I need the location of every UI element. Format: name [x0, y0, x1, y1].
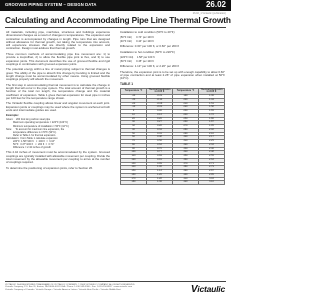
expansion-cell: 2.10: [199, 132, 225, 136]
temperature-cell: 280: [173, 128, 199, 132]
temperature-cell: 130: [121, 162, 147, 166]
expansion-cell: 0.56: [147, 140, 173, 144]
temperature-cell: 40: [121, 128, 147, 132]
header-bar: [0, 0, 231, 11]
expansion-cell: 0.20: [147, 117, 173, 121]
temperature-cell: 20: [121, 117, 147, 121]
temperature-cell: 290: [173, 132, 199, 136]
left-column: [6, 31, 110, 172]
expansion-cell: 1.95: [199, 125, 225, 129]
expansion-cell: 3.03: [199, 177, 225, 181]
doc-number: 26.02: [205, 0, 226, 9]
expansion-cell: 2.40: [199, 147, 225, 151]
hot-install-difference: Difference: 1.13" per 100 ft, or 2.26" per 200 ft: [120, 64, 180, 69]
temperature-cell: 370: [173, 162, 199, 166]
expansion-cell: 1.20: [147, 173, 173, 177]
section-label: GROOVED PIPING SYSTEM – DESIGN DATA: [5, 2, 97, 7]
paragraph-calculation: The first step in accommodating thermal movement is to calculate the change in length that will occur in the pipe system. The total amount of thermal growth is a function of the total run length, the temperature change and the material coefficient of expansion. Table 1 gives thermal expansion for steel pipe in inches per 100 feet for the temperature range shown.: [6, 82, 110, 100]
expansion-cell: 0.99: [147, 162, 173, 166]
temperature-cell: 340: [173, 151, 199, 155]
expansion-cell: -0.01: [147, 106, 173, 110]
temperature-cell: 330: [173, 147, 199, 151]
expansion-cell: 2.48: [199, 151, 225, 155]
thermal-expansion-table: [120, 88, 225, 186]
temperature-cell: 120: [121, 158, 147, 162]
expansion-cell: 1.51: [199, 102, 225, 106]
expansion-note: Therefore, the expansion joint is to be set up with enough capability to allow 0.60" of pipe contraction and at least 2.26" of pipe expansion when installed at 50°F (10°C).: [120, 69, 225, 81]
paragraph-couplings: The Victaulic flexible coupling allows linear and angular movement at each joint. Expansion joints or couplings may be used where the system is anchored at both ends and intermediate guides are used.: [6, 101, 110, 112]
expansion-cell: 1.58: [199, 106, 225, 110]
right-column: [120, 31, 225, 185]
table-row: [121, 181, 225, 185]
expansion-cell: 2.63: [199, 158, 225, 162]
expansion-cell: 0.91: [147, 158, 173, 162]
temperature-cell: 360: [173, 158, 199, 162]
expansion-cell: 0.70: [147, 147, 173, 151]
expansion-cell: 2.87: [199, 170, 225, 174]
expansion-cell: 2.71: [199, 162, 225, 166]
expansion-cell: 1.28: [147, 177, 173, 181]
expansion-cell: 0.63: [147, 143, 173, 147]
temperature-cell: 240: [173, 113, 199, 117]
temperature-cell: 400: [173, 173, 199, 177]
expansion-cell: 1.36: [147, 181, 173, 185]
footer-divider: [5, 281, 226, 282]
temperature-cell: 170: [121, 177, 147, 181]
temperature-cell: 380: [173, 166, 199, 170]
expansion-cell: 1.36: [199, 95, 225, 99]
expansion-cell: 1.80: [199, 117, 225, 121]
temperature-cell: 270: [173, 125, 199, 129]
hot-install-values: (220°F Ckt) 1.58" per 100 ft (60°F Ckt) 0.45" per 100 ft: [120, 56, 155, 63]
page-title: Calculating and Accommodating Pipe Line Thermal Growth: [5, 15, 231, 25]
expansion-cell: 1.72: [199, 113, 225, 117]
temperature-cell: 0: [121, 110, 147, 114]
expansion-cell: 1.65: [199, 110, 225, 114]
expansion-cell: 1.44: [199, 98, 225, 102]
temperature-cell: 220: [173, 106, 199, 110]
temperature-cell: 390: [173, 170, 199, 174]
header-expansion-2: Thermal Expansion in./100 ft: [200, 87, 223, 94]
title-divider: [5, 27, 226, 28]
temperature-cell: 420: [173, 181, 199, 185]
temperature-cell: 60: [121, 136, 147, 140]
temperature-cell: 210: [173, 102, 199, 106]
temperature-cell: 190: [173, 95, 199, 99]
expansion-cell: -0.08: [147, 102, 173, 106]
temperature-cell: 180: [121, 181, 147, 185]
temperature-cell: 300: [173, 136, 199, 140]
expansion-cell: 2.17: [199, 136, 225, 140]
temperature-cell: 260: [173, 121, 199, 125]
cold-install-values: (50°F Ckt) 0.74" per 100 ft (40°F Ckt) 0.44" per 100 ft: [120, 36, 154, 43]
temperature-cell: 150: [121, 170, 147, 174]
table-title: TABLE 1: [120, 82, 134, 87]
expansion-cell: 1.13: [147, 170, 173, 174]
temperature-cell: 50: [121, 132, 147, 136]
header-temp-1: Temperature °F: [121, 88, 147, 95]
expansion-cell: -0.14: [147, 98, 173, 102]
expansion-cell: 2.25: [199, 140, 225, 144]
example-label: Example:: [6, 113, 19, 118]
temperature-cell: 410: [173, 177, 199, 181]
temperature-cell: -30: [121, 98, 147, 102]
temperature-cell: 30: [121, 121, 147, 125]
temperature-cell: -20: [121, 102, 147, 106]
temperature-cell: 100: [121, 151, 147, 155]
temperature-cell: 140: [121, 166, 147, 170]
temperature-cell: 110: [121, 155, 147, 159]
logo-wordmark: ictaulic: [197, 284, 225, 294]
temperature-cell: 70: [121, 140, 147, 144]
expansion-cell: 0.84: [147, 155, 173, 159]
expansion-cell: 2.95: [199, 173, 225, 177]
header-temp-2: Temperature °F: [173, 88, 199, 95]
temperature-cell: 250: [173, 117, 199, 121]
footer: [5, 281, 226, 297]
temperature-cell: 230: [173, 110, 199, 114]
expansion-cell: 1.06: [147, 166, 173, 170]
example-block: Given: 200 foot long carbon steel pipe Maximum operating temperature = 220°F (104°C) Minimum temperature of installation = 50°F (10°C) Note: To account for maximum line expansion, the temperature difference is 170°F (94°C). Refer to Table 1 for thermal expansion. Calculation: From Table 1 calculate expansion 220°F: 1.58"/100 ft × 200 ft = 3.16" 50°F: 0.37"/100 ft × 200 ft = 0.74" Difference = 2.42 inches of growth: [6, 118, 69, 150]
expansion-cell: 0.41: [147, 132, 173, 136]
expansion-cell: 0.06: [147, 110, 173, 114]
logo-v-mark: V: [190, 284, 198, 295]
hot-install-intro: Installation to hot condition (60°F to 220°F): [120, 49, 175, 54]
sub-header-right: 26.02_1 Victaulic (publication): [192, 12, 226, 15]
paragraph-energy: The potential energy within a line of metal piping subject to thermal changes is great. The ability of the pipe to absorb this change by bending is limited and the length change must be accommodated by other means. Using grooved flexible couplings properly will absorb the movement.: [6, 67, 110, 82]
paragraph-reference: To determine the positioning of expansion joints, refer to Section 26.: [6, 165, 93, 170]
expansion-cell: 0.27: [147, 121, 173, 125]
expansion-cell: 0.28: [147, 125, 173, 129]
expansion-cell: 2.79: [199, 166, 225, 170]
temperature-cell: 320: [173, 143, 199, 147]
expansion-cell: 2.33: [199, 143, 225, 147]
expansion-cell: 3.10: [199, 181, 225, 185]
expansion-cell: 0.77: [147, 151, 173, 155]
expansion-cell: 0.34: [147, 128, 173, 132]
temperature-cell: 90: [121, 147, 147, 151]
temperature-cell: 80: [121, 143, 147, 147]
header-expansion-1: Thermal Expansion in./100 ft: [148, 87, 171, 94]
temperature-cell: 10: [121, 113, 147, 117]
cold-install-intro: Installation to cold condition (50°F to 40°F): [120, 30, 175, 34]
expansion-cell: 0.48: [147, 136, 173, 140]
footer-offices: Victaulic Company of Canada • Victaulic Europe • Victaulic America Latina • Victaulic Asia Pacific • Victaulic Middle East: [5, 288, 121, 291]
paragraph-intro: All materials, including pipe, manholes, structures and buildings experience dimensional changes as a result of changes in temperatures. The expansion and contraction is accompanied by changes in length. Pipe runs that are designed without allowance for thermal growth, not taking the temperature into account, will experience stresses that are directly related to the expansion and contraction. Design must address that thermal growth.: [6, 30, 110, 51]
temperature-cell: -40: [121, 95, 147, 99]
temperature-cell: 160: [121, 173, 147, 177]
paragraph-movement: This 2.42 inches of movement must be accommodated by the system. Grooved couplings are typically installed with allowable movement per coupling. Divide the total movement by the allowable movement per coupling to arrive at the number of couplings required.: [6, 150, 110, 165]
expansion-cell: 2.55: [199, 155, 225, 159]
temperature-cell: -10: [121, 106, 147, 110]
paragraph-methods: Three common methods of accommodating pipe line movement are: 1) to provide a loop/offset, 2) to allow the flexible pipe joint to flex, and 3) to use expansion joints. This document describes the use of grooved flexible and rigid couplings in combination with grooved expansion joints.: [6, 51, 110, 66]
expansion-cell: 1.87: [199, 121, 225, 125]
victaulic-logo: [191, 284, 225, 295]
footer-trademark: VICTAULIC IS A REGISTERED TRADEMARK OF VICTAULIC COMPANY. © 2008 VICTAULIC COMPANY. ALL RIGHTS RESERVED.: [5, 283, 136, 286]
expansion-cell: 0.13: [147, 113, 173, 117]
cold-install-difference: Difference: 0.30" per 100 ft, or 0.60" per 200 ft: [120, 44, 180, 49]
footer-address: Victaulic Company, P.O. Box 31, Easton, PA 18044-0031 USA • Phone: 1-610-559-3300 • Fax: 1-610-250-8817 • www.victaulic.com: [5, 286, 133, 289]
temperature-cell: 200: [173, 98, 199, 102]
temperature-cell: 350: [173, 155, 199, 159]
expansion-cell: 2.02: [199, 128, 225, 132]
expansion-cell: -0.21: [147, 95, 173, 99]
table-body: [121, 95, 225, 185]
temperature-cell: 310: [173, 140, 199, 144]
temperature-cell: 32: [121, 125, 147, 129]
